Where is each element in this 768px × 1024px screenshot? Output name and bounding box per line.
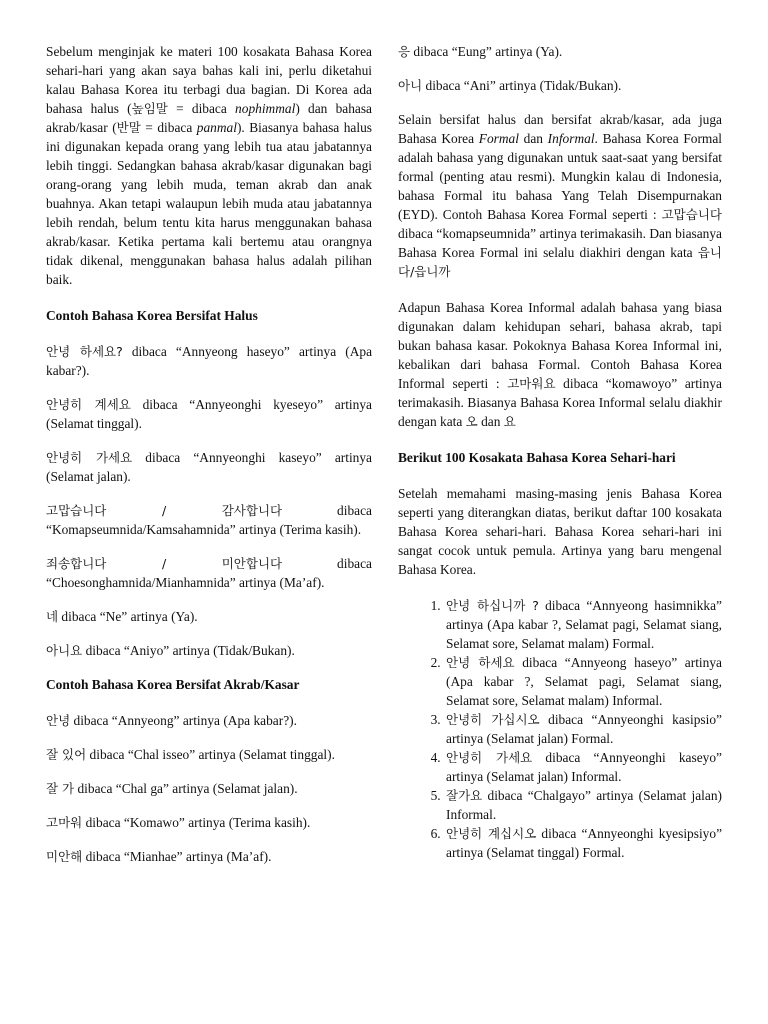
list-item-korean: 안녕히 가십시오 (446, 712, 540, 727)
phrase-text: dibaca “Mianhae” artinya (Ma’af). (82, 849, 272, 864)
phrase-text: dibaca “Annyeonghi kaseyo” artinya (Selamat jalan). (46, 450, 372, 484)
phrase-item (46, 501, 372, 539)
phrase-item (398, 76, 722, 95)
phrase-item (46, 342, 372, 380)
formal-paragraph (398, 110, 722, 281)
heading-akrab: Contoh Bahasa Korea Bersifat Akrab/Kasar (46, 677, 300, 692)
phrase-item (46, 395, 372, 433)
list-item-text: dibaca “Annyeong hasimnikka” artinya (Apa kabar ?, Selamat pagi, Selamat siang, Selamat sore, Selamat malam) Formal. (446, 598, 722, 651)
list-item-text: dibaca “Annyeonghi kyesipsiyo” artinya (Selamat tinggal) Formal. (446, 826, 723, 860)
informal-paragraph (398, 298, 722, 431)
formal-italic-1: Formal (478, 131, 519, 146)
phrase-item (46, 847, 372, 866)
formal-korean-2: 읍니다/읍니까 (398, 245, 722, 279)
phrase-korean: 잘 가 (46, 781, 75, 796)
intro-100-paragraph: Setelah memahami masing-masing jenis Bahasa Korea seperti yang diterangkan diatas, berikut daftar 100 kosakata Bahasa Korea sehari-hari. Bahasa Korea sehari-hari ini sangat cocok untuk pemula. Artinya yang baru mengenal Bahasa Korea. (398, 486, 722, 577)
phrase-text: dibaca “Aniyo” artinya (Tidak/Bukan). (82, 643, 295, 658)
formal-text-4: dibaca “komapseumnida” artinya terimakasih. Dan biasanya Bahasa Korea Formal ini selalu diakhiri dengan kata (398, 226, 722, 260)
intro-italic-1: nophimmal (235, 101, 296, 116)
list-item-korean: 안녕히 가세요 (446, 750, 533, 765)
phrase-item (46, 779, 372, 798)
formal-text-1: Selain bersifat halus dan bersifat akrab/kasar, ada juga Bahasa Korea (398, 112, 722, 146)
intro-text-4: = dibaca (140, 120, 197, 135)
phrase-item (46, 607, 372, 626)
informal-korean-2: 오 (465, 414, 478, 429)
phrase-text: dibaca “Annyeonghi kyeseyo” artinya (Selamat tinggal). (46, 397, 372, 431)
formal-italic-2: Informal (547, 131, 595, 146)
right-column (398, 42, 722, 862)
phrase-text: dibaca “Chal ga” artinya (Selamat jalan). (74, 781, 298, 796)
phrase-text: dibaca “Komawo” artinya (Terima kasih). (82, 815, 311, 830)
phrase-item (46, 745, 372, 764)
phrase-item (398, 42, 722, 61)
intro-korean-2: 반말 (116, 120, 141, 135)
list-item (444, 786, 722, 824)
list-item (444, 710, 722, 748)
informal-korean-3: 요 (503, 414, 516, 429)
phrase-korean: 안녕히 가세요 (46, 450, 133, 465)
phrase-item (46, 813, 372, 832)
intro-italic-2: panmal (196, 120, 237, 135)
list-item (444, 596, 722, 653)
list-item-korean: 안녕 하십니까 ? (446, 598, 539, 613)
intro-korean-1: 높임말 (131, 101, 168, 116)
phrase-korean: 응 (398, 44, 411, 59)
formal-text-2: dan (518, 131, 548, 146)
list-item-text: dibaca “Chalgayo” artinya (Selamat jalan) Informal. (446, 788, 722, 822)
list-item-korean: 안녕히 계십시오 (446, 826, 537, 841)
phrase-korean: 아니요 (46, 643, 83, 658)
kosakata-list (398, 596, 722, 862)
list-item-text: dibaca “Annyeong haseyo” artinya (Apa kabar ?, Selamat pagi, Selamat siang, Selamat sore, Selamat malam) Informal. (446, 655, 722, 708)
intro-text-5: ). Biasanya bahasa halus ini digunakan kepada orang yang lebih tua atau jabatannya lebih tinggi. Sedangkan bahasa akrab/kasar digunakan bagi orang-orang yang lebih muda, teman akrab dan anak buahnya. Akan tetapi walaupun lebih muda atau jabatannya lebih rendah, belum tentu kita harus menggunakan bahasa akrab/kasar. Ketika pertama kali bertemu atau orangnya tidak dikenal, menggunakan bahasa halus adalah pilihan baik. (46, 120, 372, 287)
phrase-text: dibaca “Komapseumnida/Kamsahamnida” artinya (Terima kasih). (46, 503, 372, 537)
heading-100-kosakata: Berikut 100 Kosakata Bahasa Korea Sehari-hari (398, 450, 676, 465)
phrase-item (46, 711, 372, 730)
list-item-text: dibaca “Annyeonghi kasipsio” artinya (Selamat jalan) Formal. (446, 712, 723, 746)
phrase-text: dibaca “Ne” artinya (Ya). (58, 609, 198, 624)
intro-paragraph (46, 42, 372, 289)
intro-text-3: ) dan bahasa akrab/kasar ( (46, 101, 372, 135)
list-item-korean: 안녕 하세요 (446, 655, 515, 670)
phrase-text: dibaca “Annyeong” artinya (Apa kabar?). (70, 713, 297, 728)
intro-text-1: Sebelum menginjak ke materi 100 kosakata Bahasa Korea sehari-hari yang akan saya bahas kali ini, perlu diketahui kalau Bahasa Korea itu terbagi dua bagian. Di Korea ada bahasa halus ( (46, 44, 372, 116)
phrase-text: dibaca “Ani” artinya (Tidak/Bukan). (422, 78, 622, 93)
phrase-korean: 안녕히 계세요 (46, 397, 131, 412)
phrase-korean: 잘 있어 (46, 747, 87, 762)
phrase-korean: 고맙습니다 / 감사합니다 (46, 503, 283, 518)
phrase-korean: 네 (46, 609, 59, 624)
list-item (444, 824, 722, 862)
phrase-item (46, 641, 372, 660)
informal-text-2: dibaca “komawoyo” artinya terimakasih. Biasanya Bahasa Korea Informal selalu diakhir dengan kata (398, 376, 722, 429)
list-item (444, 653, 722, 710)
phrase-korean: 고마워 (46, 815, 83, 830)
formal-text-3: . Bahasa Korea Formal adalah bahasa yang digunakan untuk saat-saat yang bersifat formal (penting atau resmi). Mungkin kalau di Indonesia, bahasa Formal itu bahasa Yang Telah Disempurnakan (EYD). Contoh Bahasa Korea Formal seperti : (398, 131, 723, 222)
informal-text-1: Adapun Bahasa Korea Informal adalah bahasa yang biasa digunakan dalam kehidupan sehari, bahasa akrab, tapi bukan bahasa kasar. Pokoknya Bahasa Korea Informal ini, kebalikan dari bahasa Formal. Contoh Bahasa Korea Informal seperti : (398, 300, 722, 391)
phrase-text: dibaca “Annyeong haseyo” artinya (Apa kabar?). (46, 344, 373, 378)
phrase-text: dibaca “Eung” artinya (Ya). (410, 44, 563, 59)
list-item-korean: 잘가요 (446, 788, 483, 803)
phrase-korean: 죄송합니다 / 미안합니다 (46, 556, 283, 571)
phrase-korean: 미안해 (46, 849, 83, 864)
phrase-item (46, 554, 372, 592)
formal-korean-1: 고맙습니다 (661, 207, 722, 222)
phrase-korean: 안녕 하세요? (46, 344, 123, 359)
phrase-korean: 안녕 (46, 713, 71, 728)
phrase-text: dibaca “Choesonghamnida/Mianhamnida” artinya (Ma’af). (46, 556, 372, 590)
informal-text-3: dan (477, 414, 504, 429)
list-item-text: dibaca “Annyeonghi kaseyo” artinya (Selamat jalan) Informal. (446, 750, 722, 784)
left-column (46, 42, 372, 881)
phrase-item (46, 448, 372, 486)
list-item (444, 748, 722, 786)
heading-halus: Contoh Bahasa Korea Bersifat Halus (46, 308, 258, 323)
phrase-text: dibaca “Chal isseo” artinya (Selamat tinggal). (86, 747, 335, 762)
intro-text-2: = dibaca (167, 101, 236, 116)
informal-korean-1: 고마워요 (507, 376, 556, 391)
phrase-korean: 아니 (398, 78, 423, 93)
